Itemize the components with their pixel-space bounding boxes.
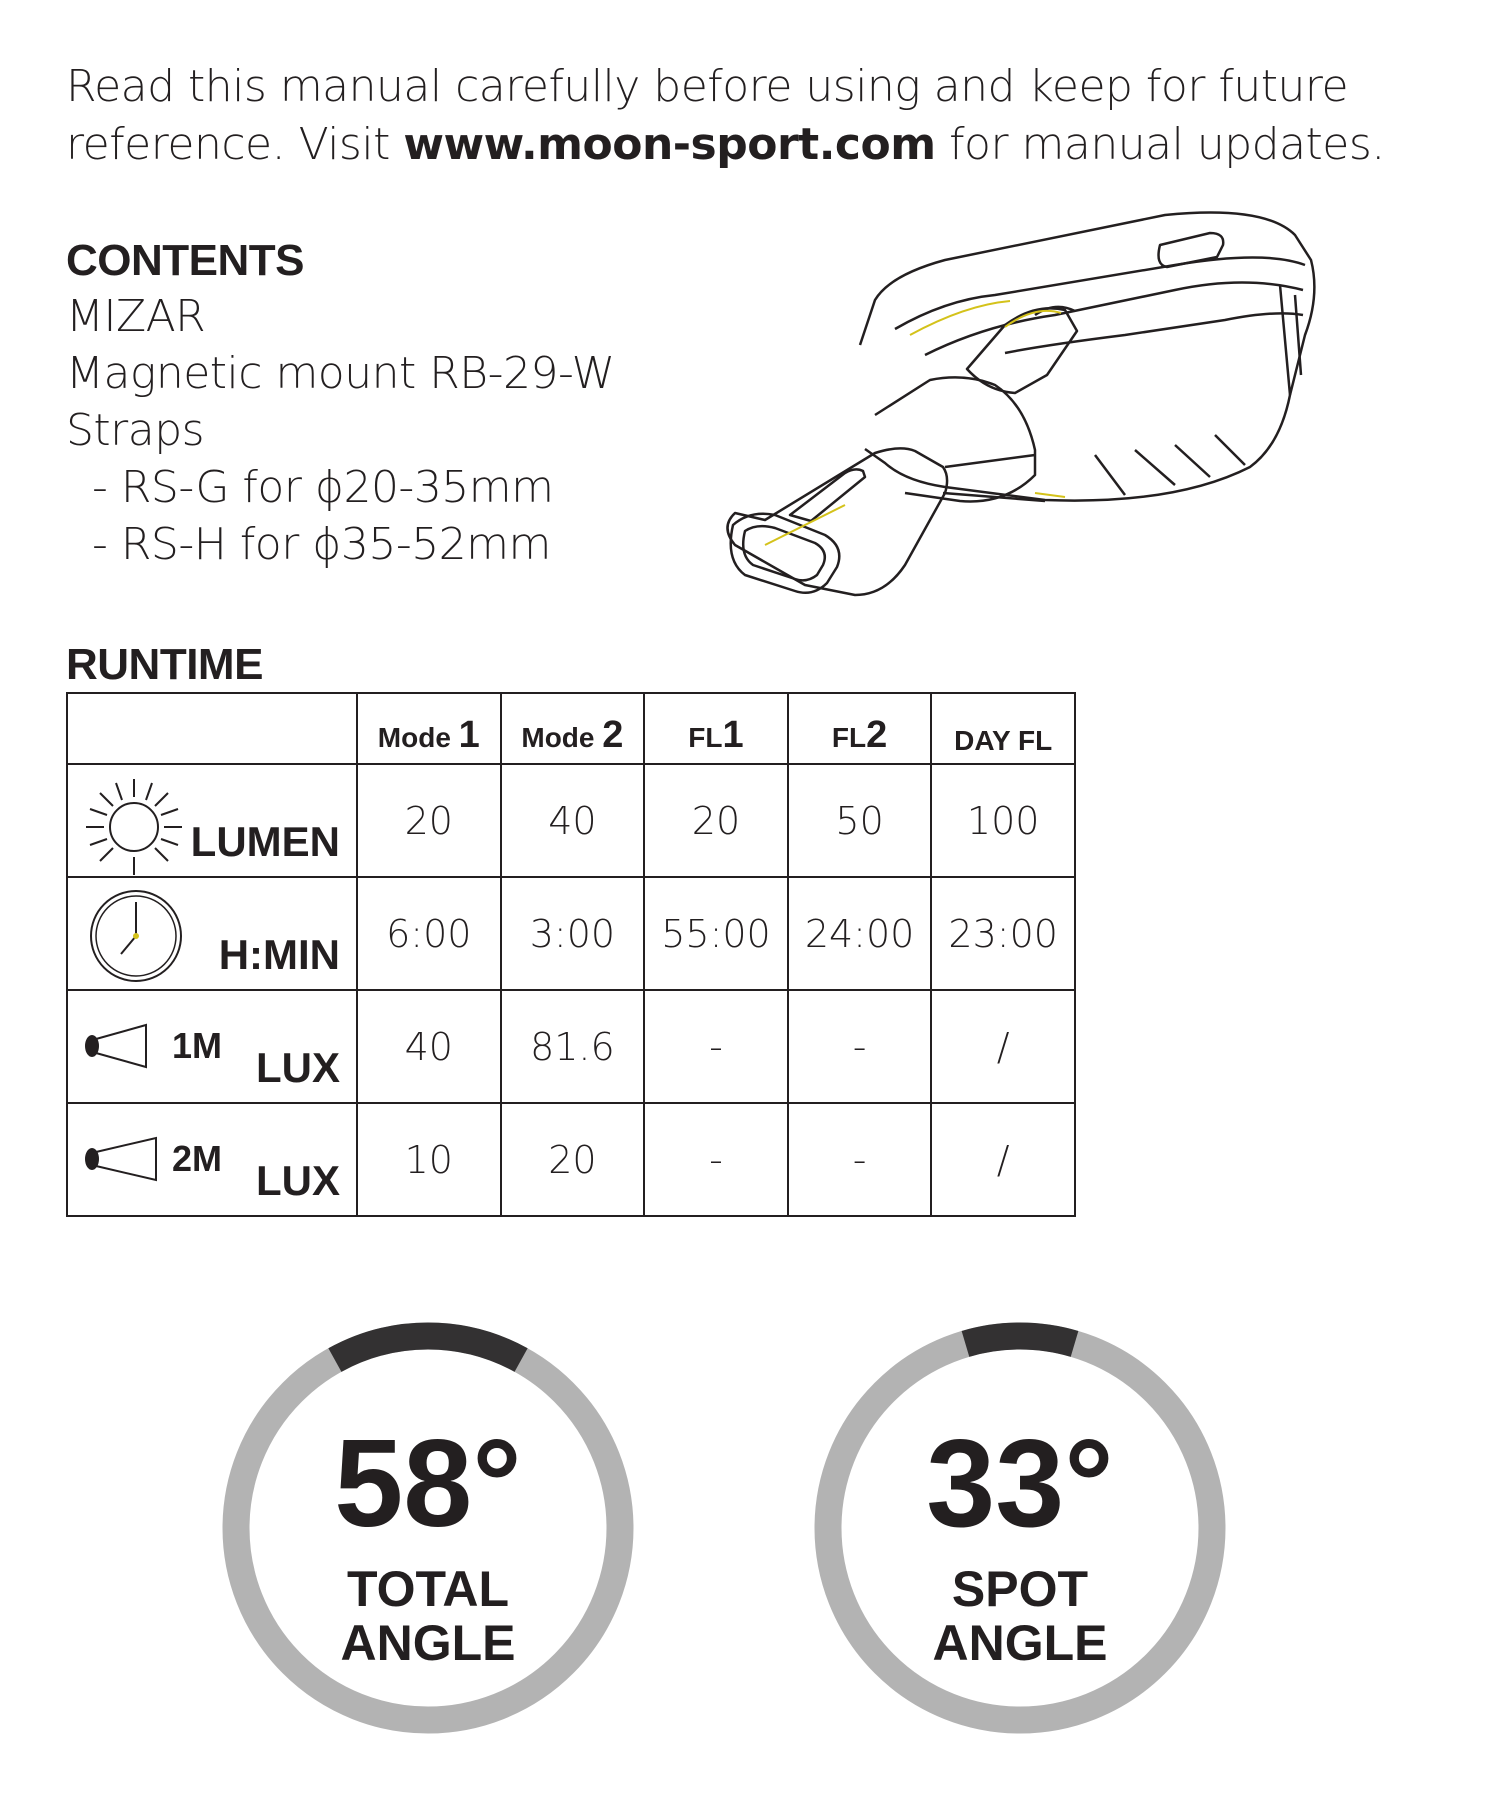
table-cell: / [931,1103,1075,1216]
table-cell: 24:00 [788,877,932,990]
list-item: Magnetic mount RB-29-W [66,348,615,399]
column-header-mode2: Mode 2 [501,693,645,764]
table-cell: 10 [357,1103,501,1216]
row-label: H:MIN [218,931,340,978]
table-header-row [67,693,1075,764]
website-url[interactable]: www.moon-sport.com [403,119,936,170]
intro-text-after: for manual updates. [935,119,1385,170]
angle-label: SPOT ANGLE [932,1561,1108,1671]
distance-label: 1M [172,1025,223,1066]
clock-icon [88,888,184,984]
column-header-fl1: FL1 [644,693,788,764]
table-row-lux-1m [67,990,1075,1103]
table-cell: 20 [357,764,501,877]
list-item: MIZAR [66,291,206,342]
list-item: - RS-G for ϕ20-35mm [92,462,554,513]
table-cell: - [644,990,788,1103]
spot-angle-badge [814,1322,1226,1734]
row-header-lux-1m [67,990,357,1103]
table-cell: 40 [501,764,645,877]
table-cell: 20 [501,1103,645,1216]
table-corner-cell [67,693,357,764]
table-cell: 40 [357,990,501,1103]
table-cell: - [788,990,932,1103]
angle-arc [965,1336,1074,1344]
table-cell: 6:00 [357,877,501,990]
beam-icon [82,1021,152,1071]
runtime-table [66,692,1076,1217]
row-label: LUX [256,1157,340,1204]
row-header-lux-2m [67,1103,357,1216]
table-cell: - [644,1103,788,1216]
total-angle-badge [222,1322,634,1734]
list-item: - RS-H for ϕ35-52mm [92,519,551,570]
angle-value: 33° [926,1415,1114,1553]
table-cell: 50 [788,764,932,877]
table-cell: 55:00 [644,877,788,990]
column-header-day-fl: DAY FL [931,693,1075,764]
table-cell: / [931,990,1075,1103]
angle-label: TOTAL ANGLE [340,1561,516,1671]
table-cell: 20 [644,764,788,877]
intro-text-before: Read this manual carefully before using and keep for future reference. Visit [66,61,1349,170]
table-cell: 81.6 [501,990,645,1103]
table-cell: 23:00 [931,877,1075,990]
sun-icon [82,775,186,879]
intro-paragraph [66,58,1426,174]
row-label: LUX [256,1044,340,1091]
distance-label: 2M [172,1138,223,1179]
table-cell: 100 [931,764,1075,877]
column-header-fl2: FL2 [788,693,932,764]
table-row-runtime [67,877,1075,990]
table-row-lumen [67,764,1075,877]
list-item: Straps [66,405,205,456]
beam-icon [82,1134,162,1184]
runtime-title: RUNTIME [66,640,263,689]
angle-value: 58° [334,1415,522,1553]
contents-title: CONTENTS [66,236,304,285]
angle-arc [335,1336,521,1360]
row-header-lumen [67,764,357,877]
column-header-mode1: Mode 1 [357,693,501,764]
bike-light-illustration [705,205,1325,645]
table-cell: - [788,1103,932,1216]
row-label: LUMEN [190,818,340,865]
row-header-hmin [67,877,357,990]
table-row-lux-2m [67,1103,1075,1216]
table-cell: 3:00 [501,877,645,990]
contents-list [66,288,615,573]
